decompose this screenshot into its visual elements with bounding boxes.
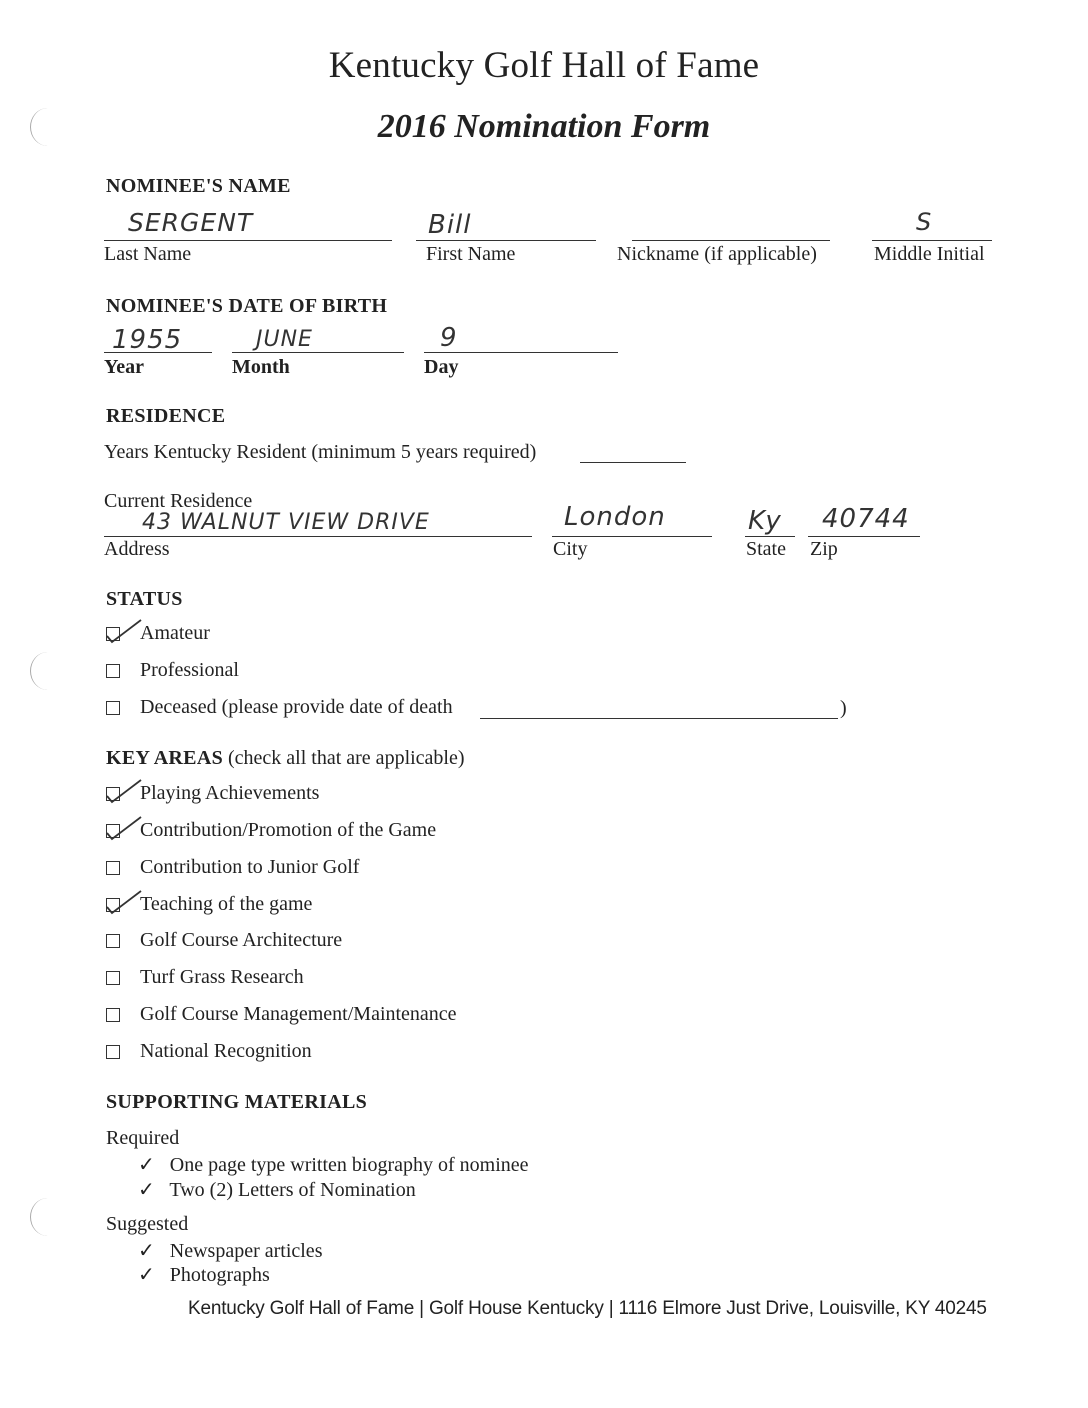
nickname-line <box>632 240 830 241</box>
dob-year-label: Year <box>104 356 144 378</box>
zip-line <box>808 536 920 537</box>
dob-day-value[interactable]: 9 <box>440 323 458 353</box>
required-item <box>138 1152 529 1177</box>
form-subtitle: 2016 Nomination Form <box>377 108 711 145</box>
punch-hole-bottom <box>30 1198 65 1236</box>
residence-heading: RESIDENCE <box>106 405 226 427</box>
dob-year-line <box>104 352 212 353</box>
address-value[interactable]: 43 WALNUT VIEW DRIVE <box>142 510 430 535</box>
playing-label: Playing Achievements <box>140 782 320 804</box>
key-area-turf-grass[interactable] <box>106 966 304 989</box>
suggested-item-label: Newspaper articles <box>169 1240 323 1262</box>
dob-year-value[interactable]: 1955 <box>112 325 183 355</box>
check-icon: ✓ <box>138 1179 155 1201</box>
nickname-label: Nickname (if applicable) <box>617 243 817 265</box>
state-line <box>745 536 795 537</box>
dob-heading: NOMINEE'S DATE OF BIRTH <box>106 295 388 317</box>
dob-day-line <box>424 352 618 353</box>
national-label: National Recognition <box>140 1040 312 1062</box>
nominee-name-heading: NOMINEE'S NAME <box>106 175 291 197</box>
years-resident-label: Years Kentucky Resident (minimum 5 years required) <box>104 441 537 463</box>
required-item <box>138 1177 416 1202</box>
dob-month-label: Month <box>232 356 290 378</box>
key-area-contribution-promotion[interactable] <box>106 819 436 842</box>
footer-address: Kentucky Golf Hall of Fame | Golf House Kentucky | 1116 Elmore Just Drive, Louisville, KY 40245 <box>188 1298 987 1319</box>
punch-hole-middle <box>30 652 65 690</box>
teaching-checkbox[interactable] <box>106 898 120 912</box>
key-areas-heading: KEY AREAS <box>106 747 223 769</box>
first-name-label: First Name <box>426 243 516 265</box>
contribution-promotion-label: Contribution/Promotion of the Game <box>140 819 437 841</box>
address-line <box>104 536 532 537</box>
required-label: Required <box>106 1127 180 1149</box>
middle-initial-value[interactable]: S <box>916 208 933 236</box>
key-area-national[interactable] <box>106 1040 312 1063</box>
check-mark-icon <box>105 887 145 913</box>
professional-label: Professional <box>140 659 239 681</box>
key-areas-heading-row <box>106 747 465 770</box>
national-checkbox[interactable] <box>106 1045 120 1059</box>
amateur-checkbox[interactable] <box>106 627 120 641</box>
turf-grass-checkbox[interactable] <box>106 971 120 985</box>
check-icon: ✓ <box>138 1264 155 1286</box>
supporting-heading: SUPPORTING MATERIALS <box>106 1091 368 1113</box>
key-area-management[interactable] <box>106 1003 457 1026</box>
state-value[interactable]: Ky <box>748 506 782 536</box>
city-label: City <box>553 538 588 560</box>
turf-grass-label: Turf Grass Research <box>140 966 304 988</box>
management-checkbox[interactable] <box>106 1008 120 1022</box>
dob-month-line <box>232 352 404 353</box>
status-heading: STATUS <box>106 588 183 610</box>
key-areas-note: (check all that are applicable) <box>228 747 465 769</box>
address-label: Address <box>104 538 170 560</box>
contribution-promotion-checkbox[interactable] <box>106 824 120 838</box>
junior-golf-label: Contribution to Junior Golf <box>140 856 360 878</box>
current-residence-label: Current Residence <box>104 490 253 512</box>
check-mark-icon <box>105 776 145 802</box>
playing-checkbox[interactable] <box>106 787 120 801</box>
zip-label: Zip <box>810 538 838 560</box>
check-mark-icon <box>105 616 145 642</box>
status-deceased[interactable] <box>106 696 453 719</box>
architecture-label: Golf Course Architecture <box>140 929 343 951</box>
professional-checkbox[interactable] <box>106 664 120 678</box>
years-resident-line[interactable] <box>580 462 686 463</box>
deceased-label: Deceased (please provide date of death <box>140 696 453 718</box>
dob-month-value[interactable]: JUNE <box>256 327 313 352</box>
amateur-label: Amateur <box>140 622 210 644</box>
management-label: Golf Course Management/Maintenance <box>140 1003 457 1025</box>
death-date-line[interactable] <box>480 718 838 719</box>
city-value[interactable]: London <box>564 502 666 532</box>
dob-day-label: Day <box>424 356 459 378</box>
suggested-item <box>138 1238 322 1263</box>
junior-golf-checkbox[interactable] <box>106 861 120 875</box>
suggested-label: Suggested <box>106 1213 189 1235</box>
zip-value[interactable]: 40744 <box>822 504 910 534</box>
suggested-item <box>138 1262 270 1287</box>
last-name-value[interactable]: SERGENT <box>128 208 254 237</box>
death-date-close: ) <box>840 697 847 719</box>
key-area-playing[interactable] <box>106 782 319 805</box>
required-item-label: Two (2) Letters of Nomination <box>169 1179 416 1201</box>
teaching-label: Teaching of the game <box>140 893 313 915</box>
check-mark-icon <box>105 813 145 839</box>
state-label: State <box>746 538 786 560</box>
check-icon: ✓ <box>138 1240 155 1262</box>
required-item-label: One page type written biography of nominee <box>169 1154 529 1176</box>
architecture-checkbox[interactable] <box>106 934 120 948</box>
first-name-value[interactable]: Bill <box>428 210 472 240</box>
last-name-line <box>104 240 392 241</box>
last-name-label: Last Name <box>104 243 192 265</box>
key-area-junior-golf[interactable] <box>106 856 359 879</box>
status-amateur[interactable] <box>106 622 210 645</box>
check-icon: ✓ <box>138 1154 155 1176</box>
middle-initial-label: Middle Initial <box>874 243 985 265</box>
suggested-item-label: Photographs <box>169 1264 270 1286</box>
deceased-checkbox[interactable] <box>106 701 120 715</box>
status-professional[interactable] <box>106 659 239 682</box>
city-line <box>552 536 712 537</box>
key-area-teaching[interactable] <box>106 893 312 916</box>
form-title: Kentucky Golf Hall of Fame <box>328 45 760 86</box>
middle-initial-line <box>872 240 992 241</box>
first-name-line <box>416 240 596 241</box>
key-area-architecture[interactable] <box>106 929 342 952</box>
